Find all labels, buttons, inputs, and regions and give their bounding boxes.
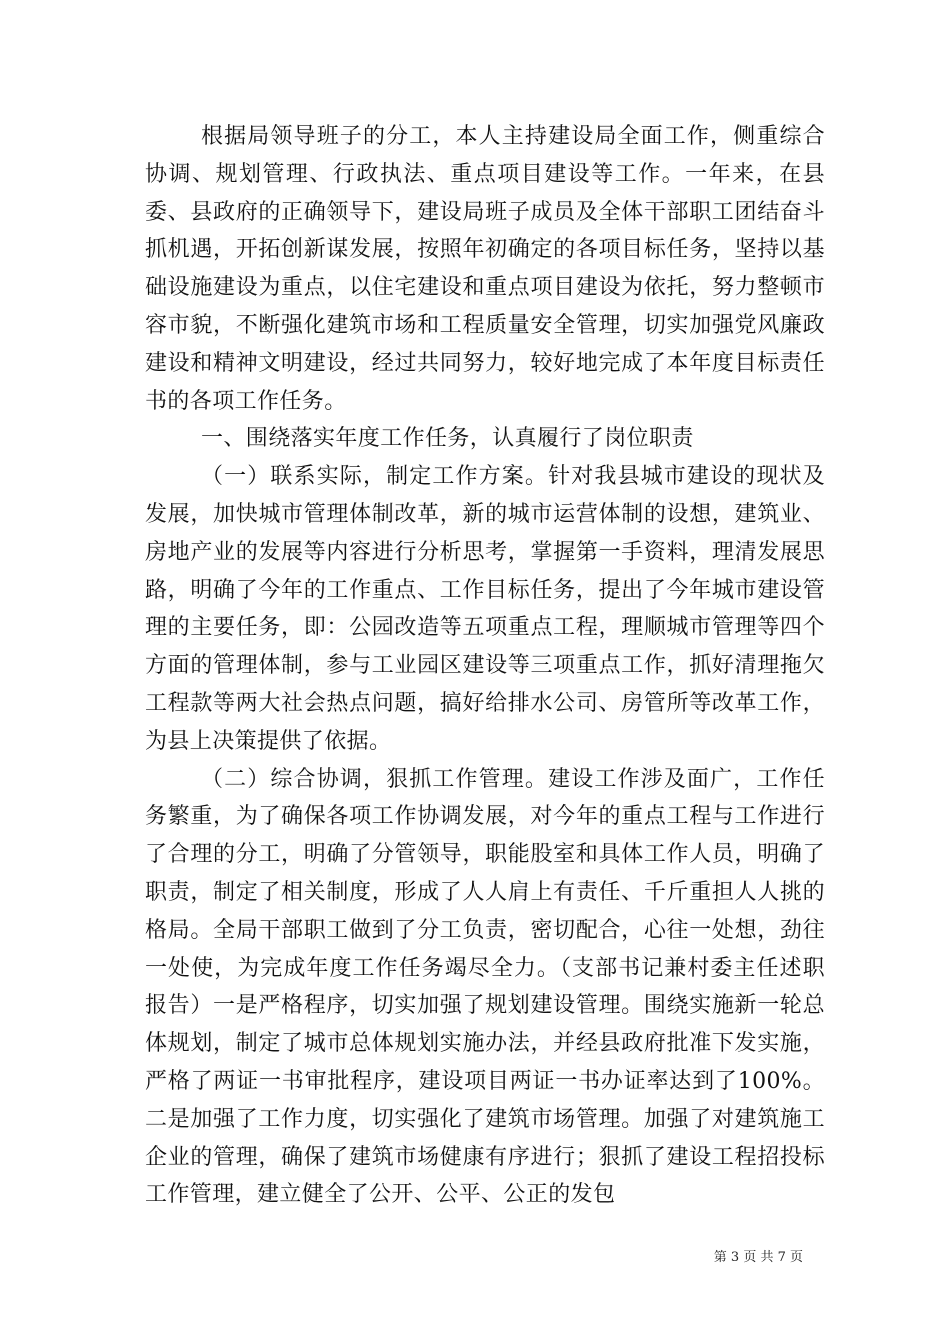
page-number-footer: 第 3 页 共 7 页: [713, 1250, 803, 1265]
paragraph-intro: 根据局领导班子的分工，本人主持建设局全面工作，侧重综合协调、规划管理、行政执法、重点项目建设等工作。一年来，在县委、县政府的正确领导下，建设局班子成员及全体干部职工团结奋斗抓机遇，开拓创新谋发展，按照年初确定的各项目标任务，坚持以基础设施建设为重点，以住宅建设和重点项目建设为依托，努力整顿市容市貌，不断强化建筑市场和工程质量安全管理，切实加强党风廉政建设和精神文明建设，经过共同努力，较好地完成了本年度目标责任书的各项工作任务。: [145, 124, 825, 414]
paragraph-section-1: （一）联系实际，制定工作方案。针对我县城市建设的现状及发展，加快城市管理体制改革，新的城市运营体制的设想，建筑业、房地产业的发展等内容进行分析思考，掌握第一手资料，理清发展思路，明确了今年的工作重点、工作目标任务，提出了今年城市建设管理的主要任务，即：公园改造等五项重点工程，理顺城市管理等四个方面的管理体制，参与工业园区建设等三项重点工作，抓好清理拖欠工程款等两大社会热点问题，搞好给排水公司、房管所等改革工作，为县上决策提供了依据。: [145, 464, 825, 754]
paragraph-section-2: （二）综合协调，狠抓工作管理。建设工作涉及面广，工作任务繁重，为了确保各项工作协调发展，对今年的重点工程与工作进行了合理的分工，明确了分管领导，职能股室和具体工作人员，明确了职责，制定了相关制度，形成了人人肩上有责任、千斤重担人人挑的格局。全局干部职工做到了分工负责，密切配合，心往一处想，劲往一处使，为完成年度工作任务竭尽全力。（支部书记兼村委主任述职报告）一是严格程序，切实加强了规划建设管理。围绕实施新一轮总体规划，制定了城市总体规划实施办法，并经县政府批准下发实施，严格了两证一书审批程序，建设项目两证一书办证率达到了100%。二是加强了工作力度，切实强化了建筑市场管理。加强了对建筑施工企业的管理，确保了建筑市场健康有序进行；狠抓了建设工程招投标工作管理，建立健全了公开、公平、公正的发包: [145, 766, 825, 1208]
section-heading: 一、围绕落实年度工作任务，认真履行了岗位职责: [201, 426, 694, 452]
document-body: [145, 118, 825, 1214]
